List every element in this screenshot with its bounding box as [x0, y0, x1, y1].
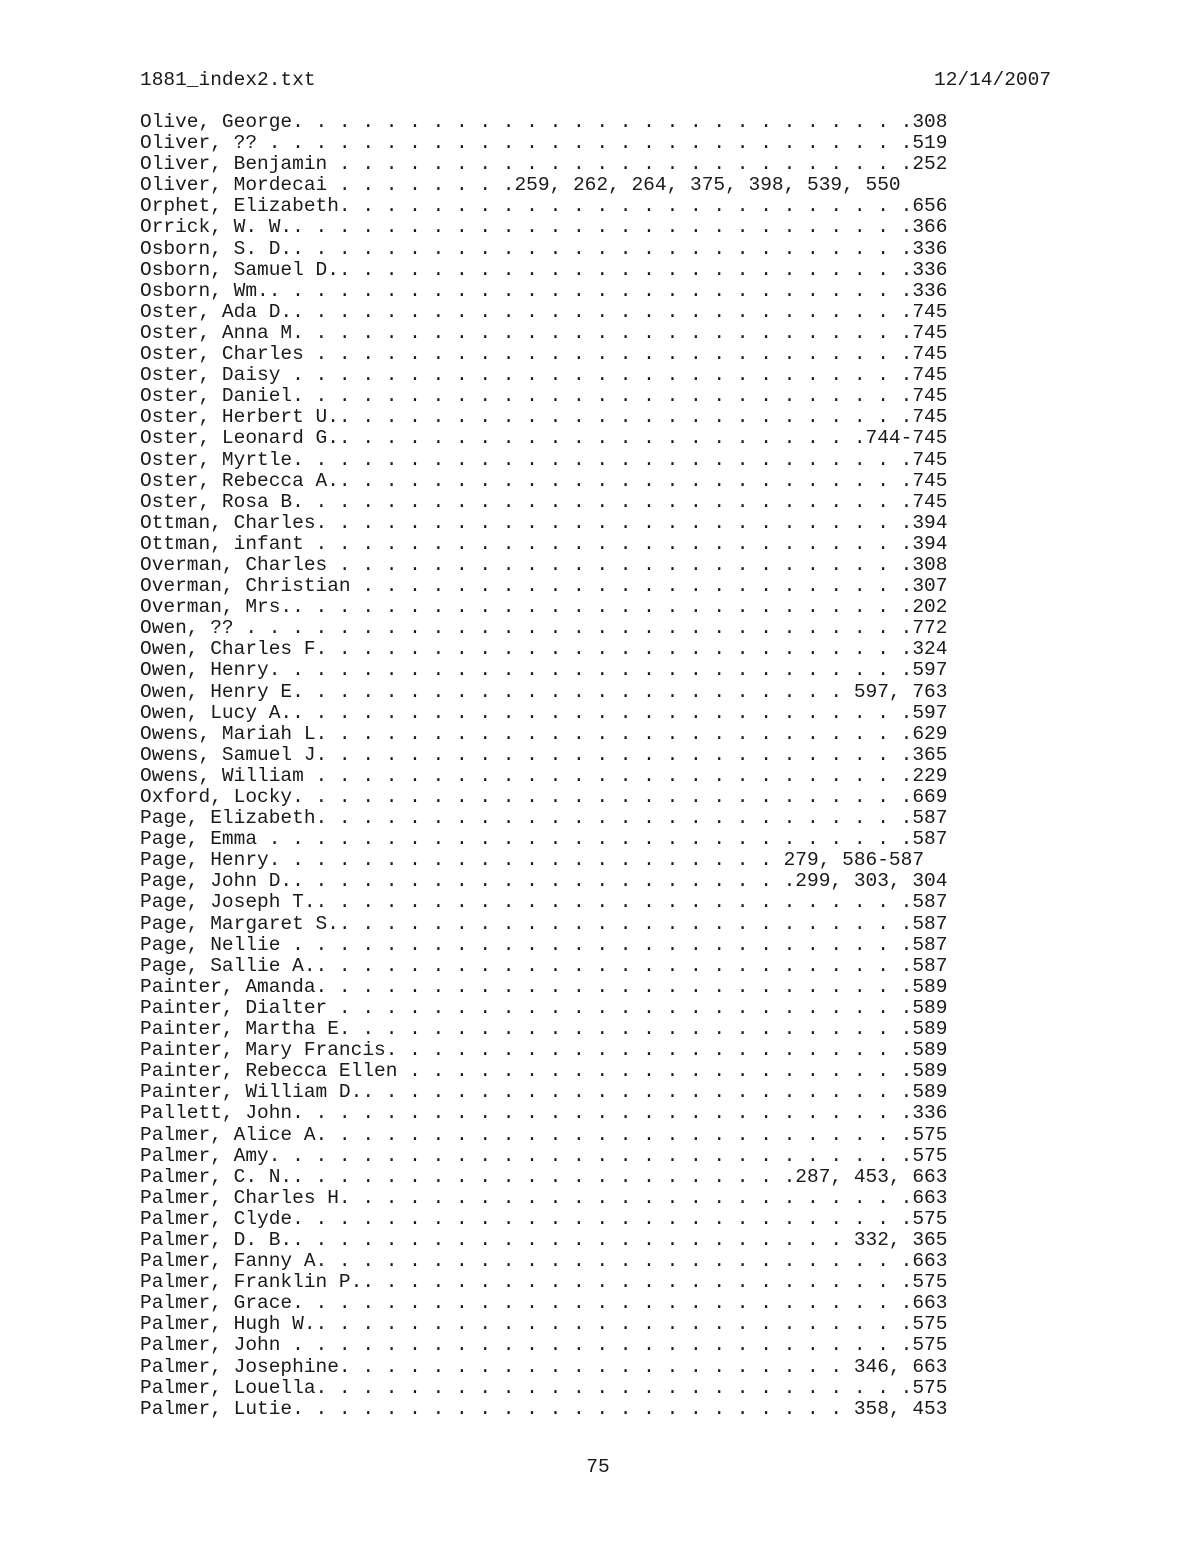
index-entry: Oxford, Locky. . . . . . . . . . . . . . . . . . . . . . . . . . .669: [140, 786, 948, 808]
index-entry: Oster, Herbert U.. . . . . . . . . . . . . . . . . . . . . . . . .745: [140, 406, 948, 429]
file-name: 1881_index2.txt: [140, 69, 316, 91]
index-list: [140, 112, 947, 1420]
index-entry: Painter, Dialter . . . . . . . . . . . . . . . . . . . . . . . . .589: [140, 996, 948, 1019]
index-entry: Owen, Henry E. . . . . . . . . . . . . . . . . . . . . . . . 597, 763: [140, 680, 948, 703]
index-entry: Page, Emma . . . . . . . . . . . . . . . . . . . . . . . . . . . .587: [140, 828, 948, 851]
index-entry: Palmer, Clyde. . . . . . . . . . . . . . . . . . . . . . . . . . .575: [140, 1207, 948, 1230]
index-entry: Osborn, Wm.. . . . . . . . . . . . . . . . . . . . . . . . . . . .336: [140, 279, 948, 302]
index-entry: Page, Sallie A.. . . . . . . . . . . . . . . . . . . . . . . . . .587: [140, 954, 948, 977]
index-entry: Ottman, Charles. . . . . . . . . . . . . . . . . . . . . . . . . .394: [140, 511, 948, 534]
index-entry: Palmer, Fanny A. . . . . . . . . . . . . . . . . . . . . . . . . .663: [140, 1250, 948, 1273]
index-entry: Oster, Charles . . . . . . . . . . . . . . . . . . . . . . . . . .745: [140, 343, 948, 366]
index-entry: Palmer, Lutie. . . . . . . . . . . . . . . . . . . . . . . . 358, 453: [140, 1397, 948, 1420]
index-entry: Page, Henry. . . . . . . . . . . . . . . . . . . . . . 279, 586-587: [140, 849, 925, 872]
index-entry: Palmer, Alice A. . . . . . . . . . . . . . . . . . . . . . . . . .575: [140, 1123, 948, 1146]
index-entry: Pallett, John. . . . . . . . . . . . . . . . . . . . . . . . . . .336: [140, 1102, 948, 1125]
index-entry: Painter, William D.. . . . . . . . . . . . . . . . . . . . . . . .589: [140, 1081, 948, 1104]
index-entry: Owen, ?? . . . . . . . . . . . . . . . . . . . . . . . . . . . . .772: [140, 617, 948, 640]
index-entry: Oster, Leonard G.. . . . . . . . . . . . . . . . . . . . . . .744-745: [140, 427, 948, 450]
index-entry: Oster, Rosa B. . . . . . . . . . . . . . . . . . . . . . . . . . .745: [140, 490, 948, 513]
index-entry: Page, Elizabeth. . . . . . . . . . . . . . . . . . . . . . . . . .587: [140, 807, 948, 830]
print-date: 12/14/2007: [934, 69, 1052, 91]
index-entry: Osborn, S. D.. . . . . . . . . . . . . . . . . . . . . . . . . . .336: [140, 237, 948, 260]
index-entry: Owen, Henry. . . . . . . . . . . . . . . . . . . . . . . . . . . .597: [140, 659, 948, 682]
index-entry: Owen, Lucy A.. . . . . . . . . . . . . . . . . . . . . . . . . . .597: [140, 701, 948, 724]
index-entry: Oster, Daisy . . . . . . . . . . . . . . . . . . . . . . . . . . .745: [140, 364, 948, 387]
index-entry: Orrick, W. W.. . . . . . . . . . . . . . . . . . . . . . . . . . .366: [140, 216, 948, 239]
index-entry: Oster, Myrtle. . . . . . . . . . . . . . . . . . . . . . . . . . .745: [140, 448, 948, 471]
index-entry: Oster, Anna M. . . . . . . . . . . . . . . . . . . . . . . . . . .745: [140, 321, 948, 344]
index-entry: Palmer, Josephine. . . . . . . . . . . . . . . . . . . . . . 346, 663: [140, 1355, 948, 1378]
index-entry: Overman, Charles . . . . . . . . . . . . . . . . . . . . . . . . .308: [140, 553, 948, 576]
index-entry: Owens, William . . . . . . . . . . . . . . . . . . . . . . . . . .229: [140, 764, 948, 787]
index-entry: Olive, George. . . . . . . . . . . . . . . . . . . . . . . . . . .308: [140, 111, 948, 133]
index-entry: Oster, Daniel. . . . . . . . . . . . . . . . . . . . . . . . . . .745: [140, 385, 948, 408]
index-entry: Oliver, Mordecai . . . . . . . .259, 262, 264, 375, 398, 539, 550: [140, 174, 901, 197]
index-entry: Painter, Amanda. . . . . . . . . . . . . . . . . . . . . . . . . .589: [140, 975, 948, 998]
index-entry: Page, Joseph T.. . . . . . . . . . . . . . . . . . . . . . . . . .587: [140, 891, 948, 914]
index-entry: Owens, Samuel J. . . . . . . . . . . . . . . . . . . . . . . . . .365: [140, 743, 948, 766]
index-entry: Page, John D.. . . . . . . . . . . . . . . . . . . . . .299, 303, 304: [140, 870, 948, 893]
index-entry: Palmer, Franklin P.. . . . . . . . . . . . . . . . . . . . . . . .575: [140, 1271, 948, 1294]
index-entry: Painter, Mary Francis. . . . . . . . . . . . . . . . . . . . . . .589: [140, 1039, 948, 1062]
index-entry: Palmer, Charles H. . . . . . . . . . . . . . . . . . . . . . . . .663: [140, 1186, 948, 1209]
index-entry: Overman, Mrs.. . . . . . . . . . . . . . . . . . . . . . . . . . .202: [140, 596, 948, 619]
index-entry: Oster, Ada D.. . . . . . . . . . . . . . . . . . . . . . . . . . .745: [140, 300, 948, 323]
index-entry: Palmer, John . . . . . . . . . . . . . . . . . . . . . . . . . . .575: [140, 1334, 948, 1357]
index-entry: Palmer, C. N.. . . . . . . . . . . . . . . . . . . . . .287, 453, 663: [140, 1165, 948, 1188]
index-entry: Orphet, Elizabeth. . . . . . . . . . . . . . . . . . . . . . . . .656: [140, 195, 948, 218]
page-number: 75: [586, 1456, 610, 1478]
index-entry: Painter, Martha E. . . . . . . . . . . . . . . . . . . . . . . . .589: [140, 1018, 948, 1041]
index-entry: Owen, Charles F. . . . . . . . . . . . . . . . . . . . . . . . . .324: [140, 638, 948, 661]
index-entry: Palmer, Amy. . . . . . . . . . . . . . . . . . . . . . . . . . . .575: [140, 1144, 948, 1167]
index-entry: Osborn, Samuel D.. . . . . . . . . . . . . . . . . . . . . . . . .336: [140, 258, 948, 281]
index-entry: Palmer, Grace. . . . . . . . . . . . . . . . . . . . . . . . . . .663: [140, 1292, 948, 1315]
index-entry: Palmer, Hugh W.. . . . . . . . . . . . . . . . . . . . . . . . . .575: [140, 1313, 948, 1336]
index-entry: Palmer, Louella. . . . . . . . . . . . . . . . . . . . . . . . . .575: [140, 1376, 948, 1399]
index-entry: Oliver, Benjamin . . . . . . . . . . . . . . . . . . . . . . . . .252: [140, 153, 948, 176]
index-entry: Ottman, infant . . . . . . . . . . . . . . . . . . . . . . . . . .394: [140, 532, 948, 555]
index-entry: Painter, Rebecca Ellen . . . . . . . . . . . . . . . . . . . . . .589: [140, 1060, 948, 1083]
index-entry: Page, Nellie . . . . . . . . . . . . . . . . . . . . . . . . . . .587: [140, 933, 948, 956]
index-entry: Oliver, ?? . . . . . . . . . . . . . . . . . . . . . . . . . . . .519: [140, 132, 948, 155]
index-entry: Overman, Christian . . . . . . . . . . . . . . . . . . . . . . . .307: [140, 575, 948, 598]
index-entry: Owens, Mariah L. . . . . . . . . . . . . . . . . . . . . . . . . .629: [140, 722, 948, 745]
index-entry: Page, Margaret S.. . . . . . . . . . . . . . . . . . . . . . . . .587: [140, 912, 948, 935]
index-entry: Oster, Rebecca A.. . . . . . . . . . . . . . . . . . . . . . . . .745: [140, 469, 948, 492]
index-entry: Palmer, D. B.. . . . . . . . . . . . . . . . . . . . . . . . 332, 365: [140, 1228, 948, 1251]
